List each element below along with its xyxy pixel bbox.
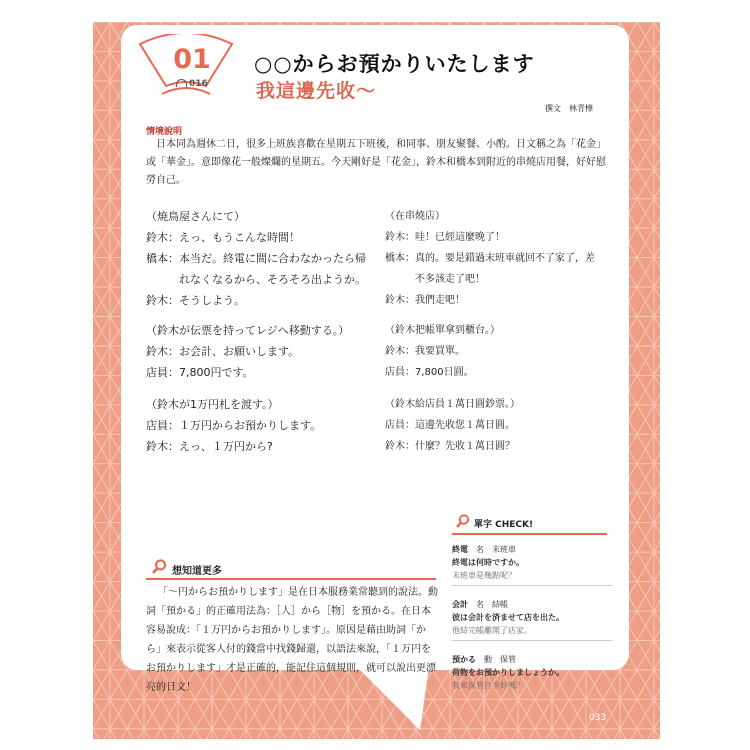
dialogue-line: 店員：7,800円です。: [146, 366, 254, 379]
lesson-number: 01: [173, 44, 211, 75]
vocab-word: 会計: [452, 600, 468, 609]
dialogue-line: （鈴木が1万円札を渡す。）: [146, 398, 279, 411]
dialogue-line: 橋本：真的。要是錯過末班車就回不了家了，差: [385, 253, 595, 264]
dialogue-jp-block-1: [146, 206, 381, 311]
dialogue-jp-block-2: [146, 320, 381, 383]
headphones-icon: [176, 79, 187, 87]
track-number: 016: [189, 79, 208, 89]
dialogue-line: 鈴木：哇！已經這麼晚了！: [385, 232, 505, 243]
know-more-text: 「～円からお預かりします」是在日本服務業常聽到的說法。動詞「預かる」的正確用法為：［人］から［物］を預かる。在日本容易說成：「１万円からお預かりします」。原因是藉由助詞「から」來表示從客人付的錢當中找錢歸還，以語法來說，「１万円をお預かりします」才是正確的，能記住這個規則，就可以說出更漂亮的日文！: [146, 587, 438, 693]
dialogue-zh-block-2: [385, 320, 615, 383]
dialogue-line: 店員：１万円からお預かりします。: [146, 419, 322, 432]
vocab-example-jp: 彼は会計を済ませて店を出た。: [452, 613, 564, 622]
dialogue-zh-block-3: [385, 394, 615, 457]
know-more-title: 想知道更多: [172, 566, 222, 577]
dialogue-line: （在串燒店）: [385, 211, 445, 222]
dialogue-line: （鈴木が伝票を持ってレジへ移動する。）: [146, 324, 350, 337]
vocab-pos: 名: [476, 600, 484, 609]
dialogue-line: （鈴木把帳單拿到櫃台。）: [385, 325, 500, 336]
dialogue-line: 店員：這邊先收您１萬日圓。: [385, 420, 515, 431]
dialogue-line: 橋本：本当だ。終電に間に合わなかったら帰: [146, 252, 366, 265]
dialogue-line: 鈴木：お会計、お願いします。: [146, 345, 300, 358]
know-more-body: [146, 583, 438, 697]
dialogue-line: 鈴木：えっ、もうこんな時間！: [146, 231, 300, 244]
know-more-divider: [146, 578, 436, 580]
vocab-word: 終電: [452, 545, 468, 554]
vocab-meaning: 末班車: [492, 545, 516, 554]
vocab-entry: [452, 598, 612, 641]
title-japanese: ○○からお預かりいたします: [254, 52, 535, 76]
author-credit: 撰文 林青樺: [545, 104, 593, 113]
audio-track: [176, 79, 208, 89]
magnifier-icon: [152, 559, 167, 574]
dialogue-line: 鈴木：えっ、１万円から?: [146, 440, 273, 453]
vocab-example-zh: 他結完帳離開了店家。: [452, 626, 532, 635]
vocab-word: 預かる: [452, 655, 476, 664]
vocab-separator: [452, 585, 612, 586]
vocab-meaning: 保管: [500, 655, 516, 664]
dialogue-line: 店員：7,800日圓。: [385, 367, 474, 378]
scene-description: [146, 136, 611, 190]
page-number: 033: [589, 713, 607, 723]
dialogue-line: 不多該走了吧！: [385, 274, 485, 285]
magnifier-icon: [456, 514, 470, 528]
dialogue-line: 鈴木：我要買單。: [385, 346, 465, 357]
vocab-pos: 動: [484, 655, 492, 664]
dialogue-line: 鈴木：什麼？先收１萬日圓？: [385, 441, 515, 452]
dialogue-line: 鈴木：我們走吧！: [385, 295, 465, 306]
vocab-check-title: 單字 CHECK!: [474, 520, 534, 530]
scene-label: 情境說明: [146, 127, 183, 137]
scene-text: 日本同為週休二日，很多上班族喜歡在星期五下班後，和同事、朋友聚餐、小酌。日文稱之為「花金」或「華金」。意即像花一般燦爛的星期五。今天剛好是「花金」，鈴木和橋本到附近的串燒店用餐，好好慰勞自己。: [146, 139, 606, 186]
vocab-entry: [452, 653, 612, 692]
vocab-entry: [452, 543, 612, 586]
dialogue-line: 鈴木：そうしよう。: [146, 294, 245, 307]
dialogue-jp-block-3: [146, 394, 381, 457]
vocab-example-jp: 荷物をお預かりしましょうか。: [452, 668, 564, 677]
vocab-example-jp: 終電は何時ですか。: [452, 558, 524, 567]
vocab-example-zh: 末班車是幾點呢？: [452, 571, 516, 580]
title-chinese: 我這邊先收～: [256, 80, 377, 102]
vocab-separator: [452, 640, 612, 641]
vocab-divider: [452, 533, 607, 535]
dialogue-zh-block-1: [385, 206, 615, 311]
dialogue-line: れなくなるから、そろそろ出ようか。: [146, 273, 366, 286]
dialogue-line: （鈴木給店員１萬日圓鈔票。）: [385, 399, 520, 410]
dialogue-line: （焼鳥屋さんにて）: [146, 210, 245, 223]
vocab-pos: 名: [476, 545, 484, 554]
vocab-example-zh: 我來保管行李好嗎？: [452, 681, 524, 690]
vocab-meaning: 結帳: [492, 600, 508, 609]
